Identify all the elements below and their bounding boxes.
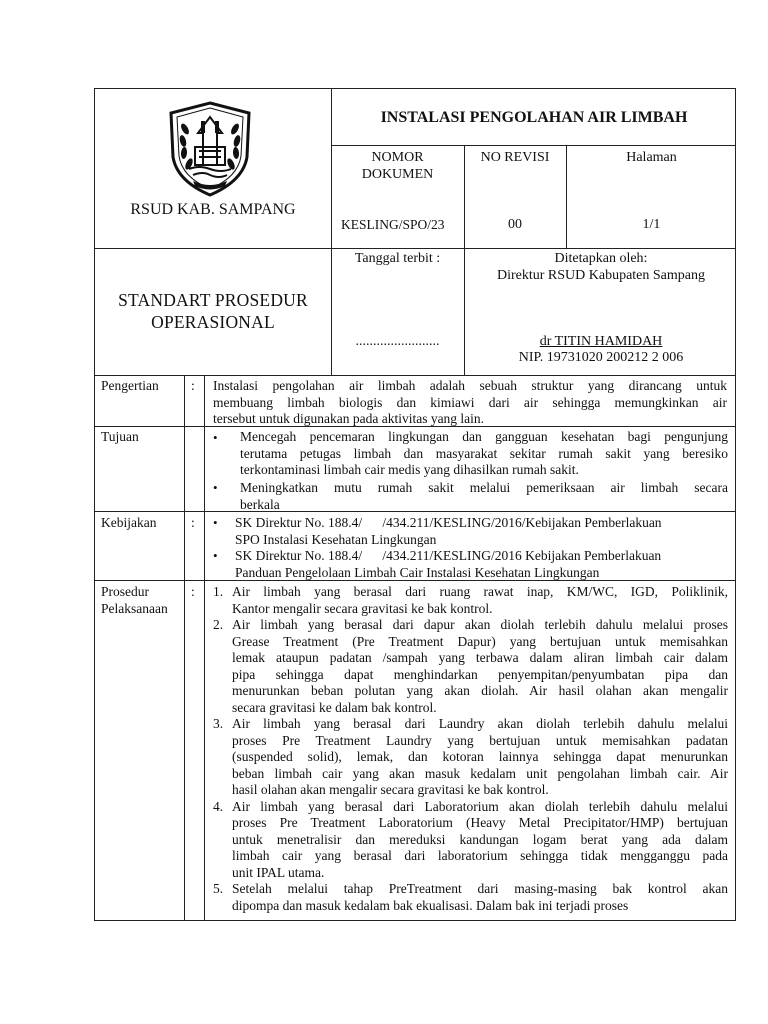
step-line: pipa sehingga dapat menghindarkan penyempitan/penyumbatan pipa dan — [232, 666, 728, 682]
step-line: lemak ataupun padatan /sampah yang terbawa dalam aliran limbah cair dalam — [232, 650, 728, 665]
tujuan-item-line: Meningkatkan mutu rumah sakit melalui pemeriksaan air limbah secara — [240, 480, 728, 495]
revision-label: NO REVISI — [480, 150, 550, 165]
kebijakan-item-line: Panduan Pengelolaan Limbah Cair Instalasi Kesehatan Lingkungan — [235, 564, 600, 580]
kebijakan-item-line: SPO Instalasi Kesehatan Lingkungan — [235, 531, 437, 547]
step-number: 3. — [213, 716, 224, 731]
director-nip: NIP. 19731020 200212 2 006 — [518, 350, 684, 365]
tujuan-item-line: berkala — [240, 496, 280, 512]
kebijakan-label: Kebijakan — [101, 515, 157, 530]
revision-value: 00 — [508, 217, 522, 232]
step-line: menurunkan beban polutan yang akan diolah. Air hasil olahan akan mengalir — [232, 683, 728, 698]
step-line: proses Pre Treatment Laundry yang bertujuan untuk memisahkan padatan — [232, 732, 728, 748]
step-line: Air limbah yang berasal dari dapur akan diolah terlebih dahulu melalui proses — [232, 617, 728, 632]
step-number: 1. — [213, 584, 224, 599]
pengertian-line: Instalasi pengolahan air limbah adalah sebuah struktur yang dirancang untuk — [213, 378, 727, 393]
pengertian-colon: : — [191, 378, 195, 393]
tujuan-item-line: terutama petugas limbah dan masyarakat sekitar rumah sakit yang beresiko — [240, 445, 728, 461]
step-line: proses Pre Treatment Laboratorium (Heavy Metal Precipitator/HMP) bertujuan — [232, 815, 728, 830]
step-line: beban limbah cair yang akan masuk kedalam unit pengolahan limbah cair. Air — [232, 765, 728, 781]
tujuan-item-line: Mencegah pencemaran lingkungan dan gangguan kesehatan bagi pengunjung — [240, 429, 728, 444]
step-line: Grease Treatment (Pre Treatment Dapur) yang bertujuan untuk memisahkan — [232, 633, 728, 649]
kebijakan-colon: : — [191, 515, 195, 530]
sampang-regency-emblem-icon — [163, 99, 257, 199]
bullet-icon: • — [213, 515, 218, 530]
hospital-name: RSUD KAB. SAMPANG — [130, 201, 296, 218]
step-number: 2. — [213, 617, 224, 632]
kebijakan-item-line: SK Direktur No. 188.4/ /434.211/KESLING/2016/Kebijakan Pemberlakuan — [235, 515, 662, 530]
kebijakan-item-line: SK Direktur No. 188.4/ /434.211/KESLING/2016 Kebijakan Pemberlakuan — [235, 548, 662, 563]
step-line: dipompa dan masuk kedalam bak ekualisasi. Dalam bak ini terjadi proses — [232, 897, 629, 913]
pengertian-line: membuang limbah biologis dan kimiawi dari air sehingga memungkinkan air — [213, 394, 727, 410]
pengertian-label: Pengertian — [101, 378, 159, 393]
step-line: hasil olahan akan mengalir secara gravitasi ke bak kontrol. — [232, 782, 549, 797]
prosedur-colon: : — [191, 584, 195, 599]
step-number: 4. — [213, 798, 224, 814]
bullet-icon: • — [213, 480, 218, 495]
document-title: INSTALASI PENGOLAHAN AIR LIMBAH — [380, 109, 688, 126]
doc-number-label: NOMOR DOKUMEN — [361, 150, 434, 182]
step-line: (suspended solid), lemak, dan kotoran lainnya sehingga dapat menurunkan — [232, 749, 728, 764]
step-line: secara gravitasi ke dalam bak kontrol. — [232, 699, 437, 715]
step-line: untuk menetralisir dan mereduksi kandungan logam berat yang ada dalam — [232, 831, 728, 847]
tujuan-item-line: terkontaminasi limbah cair medis yang dihasilkan rumah sakit. — [240, 462, 579, 477]
tujuan-label: Tujuan — [101, 429, 139, 444]
step-line: unit IPAL utama. — [232, 864, 325, 880]
prosedur-label: Prosedur Pelaksanaan — [101, 584, 168, 616]
set-by-label: Ditetapkan oleh: — [554, 251, 648, 266]
director-name: dr TITIN HAMIDAH — [539, 334, 663, 349]
step-line: Air limbah yang berasal dari ruang rawat inap, KM/WC, IGD, Poliklinik, — [232, 584, 728, 599]
bullet-icon: • — [213, 430, 218, 445]
page-label: Halaman — [626, 150, 677, 165]
step-line: Kantor mengalir secara gravitasi ke bak kontrol. — [232, 600, 493, 616]
bullet-icon: • — [213, 548, 218, 563]
issue-date-value: ........................ — [355, 334, 440, 349]
step-line: Setelah melalui tahap PreTreatment dari masing-masing bak kontrol akan — [232, 881, 728, 896]
issue-date-label: Tanggal terbit : — [354, 251, 441, 266]
sop-heading: STANDART PROSEDUR OPERASIONAL — [118, 290, 308, 332]
sop-content-table — [94, 376, 736, 921]
document-header-table — [94, 88, 736, 376]
set-by-title: Direktur RSUD Kabupaten Sampang — [496, 268, 706, 283]
step-number: 5. — [213, 881, 224, 896]
step-line: Air limbah yang berasal dari Laundry akan diolah terlebih dahulu melalui — [232, 716, 728, 731]
step-line: Air limbah yang berasal dari Laboratorium akan diolah terlebih dahulu melalui — [232, 798, 728, 814]
page-value: 1/1 — [642, 217, 661, 232]
pengertian-line: tersebut untuk digunakan pada aktivitas yang lain. — [213, 411, 485, 426]
doc-number-value: KESLING/SPO/23 — [341, 217, 445, 232]
step-line: limbah cair yang berasal dari laboratorium sehingga tidak mengganggu pada — [232, 848, 728, 863]
